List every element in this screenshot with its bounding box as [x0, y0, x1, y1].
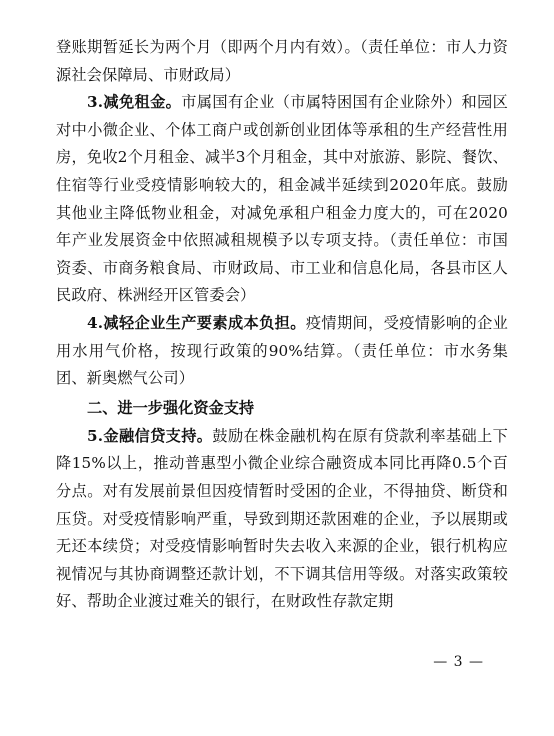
paragraph-lead-cost-reduction: 4.减轻企业生产要素成本负担。: [87, 313, 306, 332]
paragraph-body-cost-reduction: 疫情期间，受疫情影响的企业用水用气价格，按现行政策的90%结算。（责任单位：市水务集团、新奥燃气公司）: [56, 313, 508, 388]
paragraph-rent-reduction: [56, 89, 508, 310]
paragraph-continuation: 登账期暂延长为两个月（即两个月内有效）。（责任单位：市人力资源社会保障局、市财政局）: [56, 38, 508, 84]
paragraph-credit-support: [56, 423, 508, 616]
paragraph-lead-credit-support: 5.金融信贷支持。: [87, 426, 213, 445]
section-heading: 二、进一步强化资金支持: [87, 398, 255, 417]
paragraph-body-credit-support: 鼓励在株金融机构在原有贷款利率基础上下降15%以上，推动普惠型小微企业综合融资成本同比再降0.5个百分点。对有发展前景但因疫情暂时受困的企业，不得抽贷、断贷和压贷。对受疫情影响严重，导致到期还款困难的企业，予以展期或无还本续贷；对受疫情影响暂时失去收入来源的企业，银行机构应视情况与其协商调整还款计划，不下调其信用等级。对落实政策较好、帮助企业渡过难关的银行，在财政性存款定期: [56, 426, 508, 611]
paragraph-lead-rent-reduction: 3.减免租金。: [87, 93, 182, 112]
page-number: — 3 —: [433, 654, 484, 670]
paragraph-body-rent-reduction: 市属国有企业（市属特困国有企业除外）和园区对中小微企业、个体工商户或创新创业团体等承租的生产经营性用房，免收2个月租金、减半3个月租金，其中对旅游、影院、餐饮、住宿等行业受疫情影响较大的，租金减半延续到2020年底。鼓励其他业主降低物业租金，对减免承租户租金力度大的，可在2020年产业发展资金中依照减租规模予以专项支持。（责任单位：市国资委、市商务粮食局、市财政局、市工业和信息化局，各县市区人民政府、株洲经开区管委会）: [56, 93, 509, 305]
paragraph-cost-reduction: [56, 310, 508, 393]
